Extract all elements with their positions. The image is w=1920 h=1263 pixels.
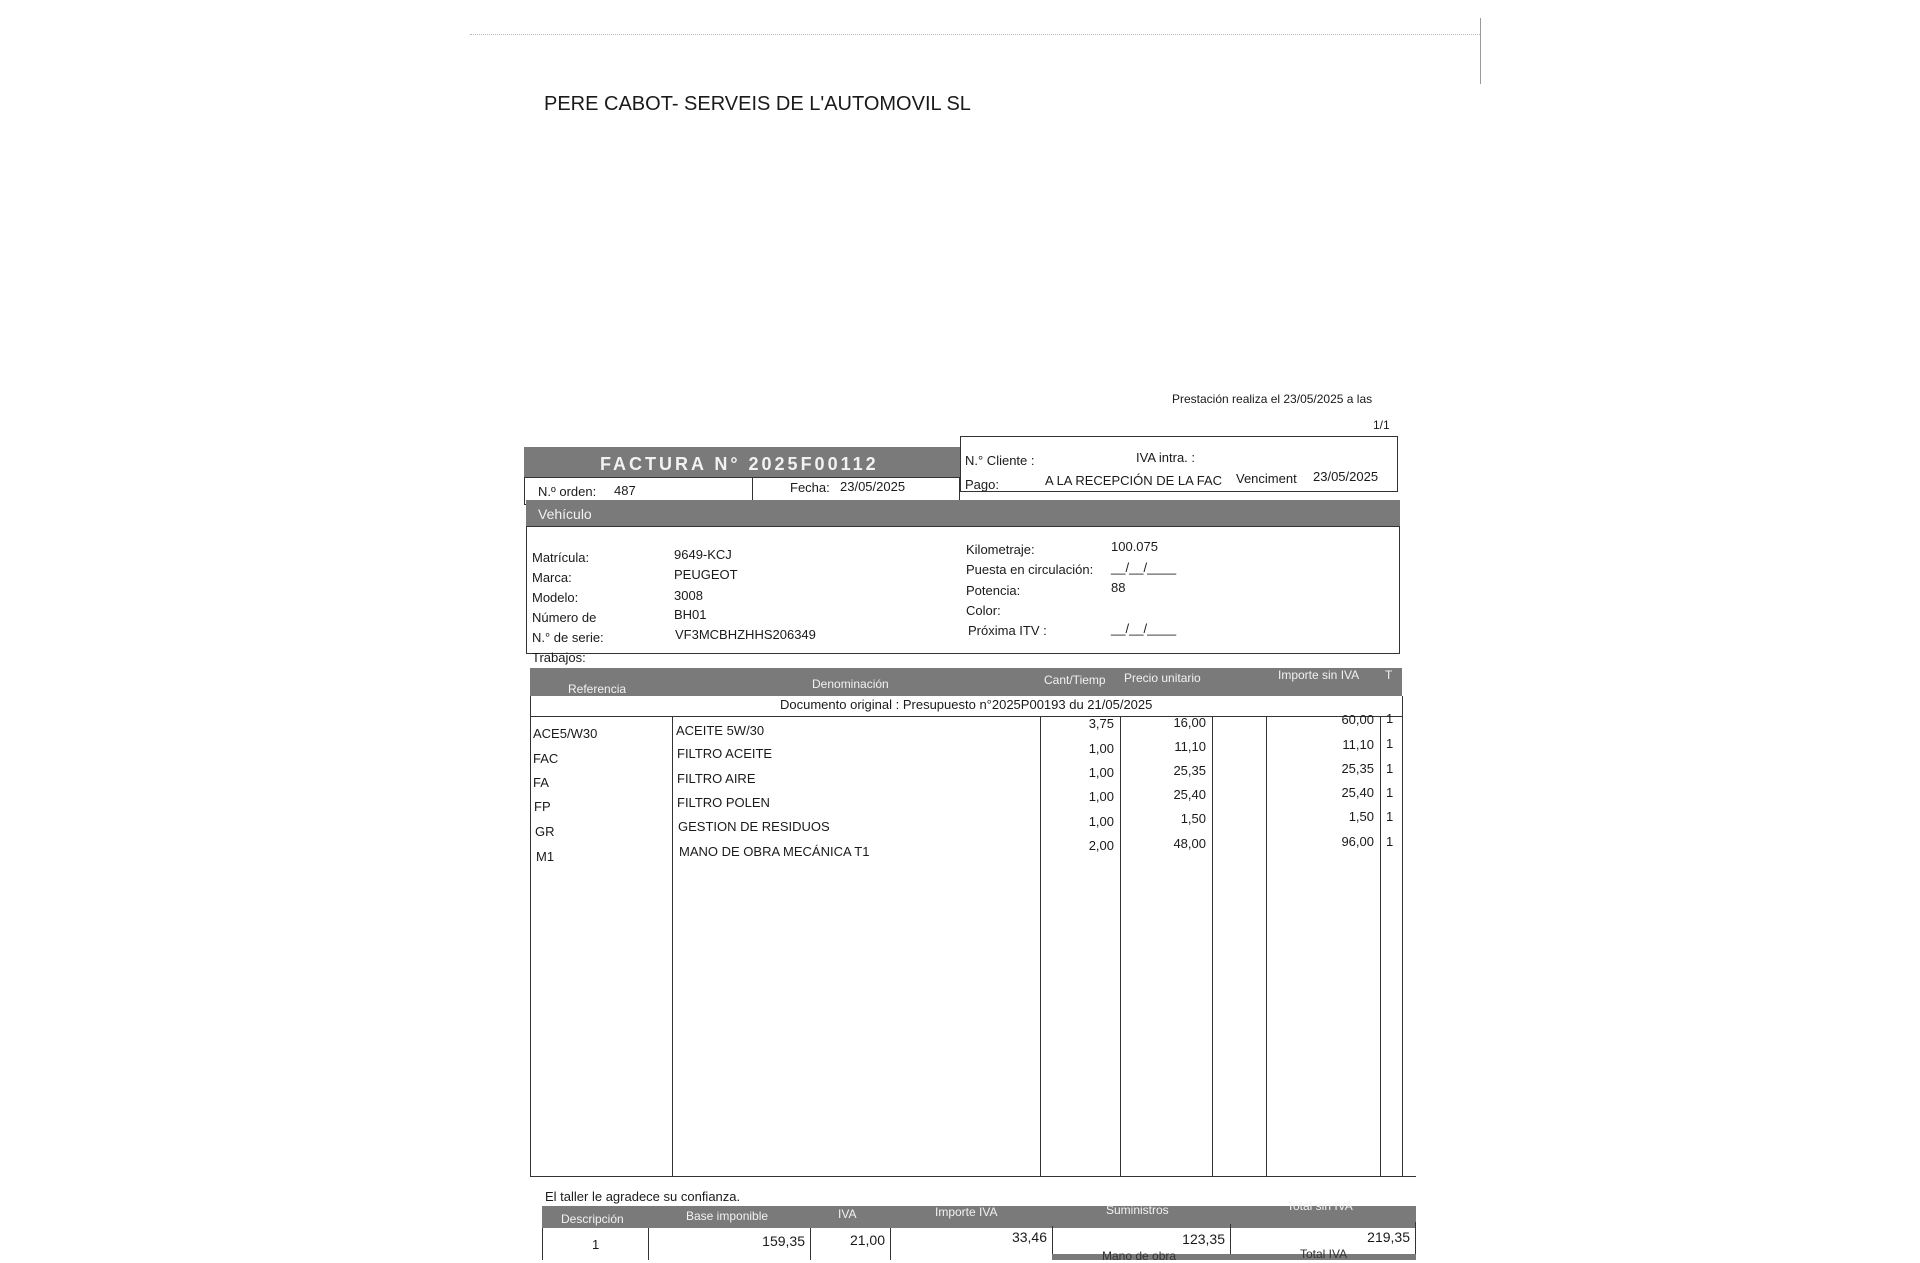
footer-col-importe-iva: Importe IVA <box>935 1205 998 1219</box>
numero-value: BH01 <box>674 607 707 622</box>
footer-iva-value: 21,00 <box>849 1232 885 1248</box>
fecha-label: Fecha: <box>790 480 830 495</box>
km-value: 100.075 <box>1111 539 1158 554</box>
marca-label: Marca: <box>532 570 572 585</box>
row-importe: 1,50 <box>1348 809 1374 824</box>
row-ref: FP <box>534 799 551 814</box>
col-denominacion: Denominación <box>812 677 889 691</box>
cliente-label: N.° Cliente : <box>965 453 1035 468</box>
potencia-value: 88 <box>1111 580 1126 595</box>
row-importe: 25,35 <box>1341 761 1374 776</box>
puesta-value: __/__/____ <box>1111 560 1177 575</box>
row-ref: M1 <box>536 849 555 864</box>
items-col-line-5 <box>1266 716 1267 1176</box>
vehiculo-box <box>526 526 1400 654</box>
footer-col-total-iva: Total IVA <box>1300 1247 1348 1261</box>
km-label: Kilometraje: <box>966 542 1035 557</box>
row-importe: 11,10 <box>1342 737 1374 752</box>
matricula-value: 9649-KCJ <box>674 547 732 562</box>
footer-col-total-sin-iva: Total sin IVA <box>1287 1199 1353 1213</box>
prestacion-text: Prestación realiza el 23/05/2025 a las <box>1172 392 1373 406</box>
itv-label: Próxima ITV : <box>968 623 1047 638</box>
row-ref: ACE5/W30 <box>533 726 598 741</box>
footer-col-mano-obra: Mano de obra <box>1102 1249 1177 1263</box>
col-cant: Cant/Tiemp <box>1044 673 1106 687</box>
row-desc: FILTRO AIRE <box>677 771 756 786</box>
row-importe: 25,40 <box>1341 785 1374 800</box>
orden-value: 487 <box>614 483 636 498</box>
vehiculo-title-bar <box>526 500 1400 526</box>
row-ref: FAC <box>533 751 559 766</box>
col-importe: Importe sin IVA <box>1278 668 1360 682</box>
numero-label: Número de <box>532 610 597 625</box>
items-col-line-3 <box>1120 716 1121 1176</box>
items-col-line-1 <box>672 716 673 1176</box>
vehiculo-title: Vehículo <box>538 506 592 522</box>
row-t: 1 <box>1386 785 1394 800</box>
fecha-value: 23/05/2025 <box>840 479 906 494</box>
marca-value: PEUGEOT <box>674 567 738 582</box>
footer-col-descripcion: Descripción <box>561 1212 624 1226</box>
col-referencia: Referencia <box>568 682 627 696</box>
serie-label: N.° de serie: <box>532 630 604 645</box>
items-col-line-4 <box>1212 716 1213 1176</box>
scan-top-edge <box>470 34 1480 35</box>
footer-border-left <box>542 1228 543 1260</box>
row-t: 1 <box>1386 736 1394 751</box>
pago-label: Pago: <box>965 477 999 492</box>
row-importe: 96,00 <box>1341 834 1374 849</box>
puesta-label: Puesta en circulación: <box>966 562 1094 577</box>
row-t: 1 <box>1386 711 1394 726</box>
row-precio: 25,35 <box>1173 763 1206 778</box>
row-t: 1 <box>1386 834 1394 849</box>
row-desc: FILTRO ACEITE <box>677 746 773 761</box>
row-precio: 48,00 <box>1173 836 1206 851</box>
footer-importe-iva-value: 33,46 <box>1011 1229 1047 1245</box>
row-precio: 25,40 <box>1173 787 1206 802</box>
modelo-value: 3008 <box>674 588 703 603</box>
factura-title: FACTURA N° 2025F00112 <box>600 454 879 474</box>
row-precio: 11,10 <box>1174 739 1206 754</box>
modelo-label: Modelo: <box>532 590 579 605</box>
footer-total-sin-iva-value: 219,35 <box>1367 1229 1410 1245</box>
row-precio: 1,50 <box>1180 811 1206 826</box>
col-t: T <box>1385 668 1393 682</box>
row-desc: FILTRO POLEN <box>677 795 770 810</box>
potencia-label: Potencia: <box>966 583 1021 598</box>
row-precio: 16,00 <box>1173 715 1206 730</box>
itv-value: __/__/____ <box>1111 621 1177 636</box>
vencimiento-value: 23/05/2025 <box>1313 469 1379 484</box>
serie-value: VF3MCBHZHHS206349 <box>675 627 816 642</box>
row-cant: 1,00 <box>1088 741 1114 756</box>
row-ref: GR <box>535 824 555 839</box>
matricula-label: Matrícula: <box>532 550 590 565</box>
items-border-left <box>530 696 531 1176</box>
row-ref: FA <box>533 775 549 790</box>
footer-col-iva: IVA <box>838 1207 857 1221</box>
orden-label: N.º orden: <box>538 484 597 499</box>
footer-col-line-3 <box>890 1228 891 1260</box>
thanks-text: El taller le agradece su confianza. <box>545 1189 741 1204</box>
vencimiento-label: Venciment <box>1236 471 1297 486</box>
row-cant: 1,00 <box>1088 765 1114 780</box>
footer-suministros-value: 123,35 <box>1182 1231 1225 1247</box>
footer-col-line-1 <box>648 1228 649 1260</box>
footer-base-value: 159,35 <box>762 1233 805 1249</box>
col-precio: Precio unitario <box>1124 671 1201 685</box>
row-importe: 60,00 <box>1341 712 1374 727</box>
pago-value: A LA RECEPCIÓN DE LA FAC <box>1045 473 1223 488</box>
trabajos-label: Trabajos: <box>532 650 586 665</box>
row-cant: 1,00 <box>1088 814 1114 829</box>
footer-col-suministros: Suministros <box>1106 1203 1169 1217</box>
page-number: 1/1 <box>1373 418 1390 432</box>
footer-col-line-2 <box>810 1228 811 1260</box>
items-sep-line <box>530 716 1402 717</box>
iva-intra-label: IVA intra. : <box>1136 450 1196 465</box>
items-col-line-2 <box>1040 716 1041 1176</box>
documento-original: Documento original : Presupuesto n°2025P00193 du 21/05/2025 <box>780 697 1153 712</box>
footer-desc-value: 1 <box>592 1237 600 1252</box>
color-label: Color: <box>966 603 1001 618</box>
row-desc: MANO DE OBRA MECÁNICA T1 <box>679 844 870 859</box>
items-header-bar <box>530 668 1402 696</box>
row-t: 1 <box>1386 761 1394 776</box>
company-name: PERE CABOT- SERVEIS DE L'AUTOMOVIL SL <box>544 93 971 115</box>
row-cant: 2,00 <box>1088 838 1114 853</box>
footer-col-base: Base imponible <box>686 1209 769 1223</box>
scan-right-edge <box>1480 18 1481 84</box>
items-bottom-line <box>530 1176 1416 1177</box>
row-desc: ACEITE 5W/30 <box>676 723 765 738</box>
items-col-line-6 <box>1380 716 1381 1176</box>
items-border-right <box>1402 696 1403 1176</box>
row-desc: GESTION DE RESIDUOS <box>678 819 830 834</box>
row-cant: 3,75 <box>1088 716 1114 731</box>
row-t: 1 <box>1386 809 1394 824</box>
row-cant: 1,00 <box>1088 789 1114 804</box>
